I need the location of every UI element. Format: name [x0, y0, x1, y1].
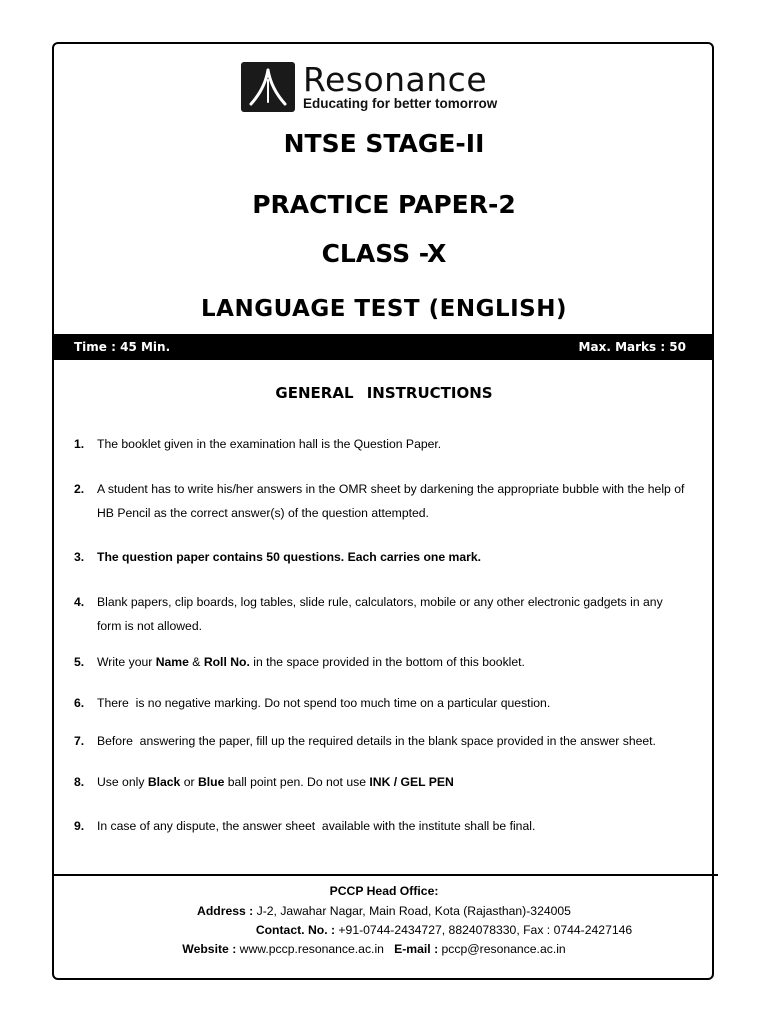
resonance-logo — [241, 60, 497, 114]
exam-title: NTSE STAGE-II — [283, 129, 485, 158]
test-title: LANGUAGE TEST (ENGLISH) — [200, 296, 567, 322]
max-marks-label: Max. Marks : 50 — [578, 340, 686, 354]
class-title: CLASS -X — [321, 239, 447, 268]
website-link[interactable]: www.pccp.resonance.ac.in — [236, 942, 384, 956]
address-line: Address : J-2, Jawahar Nagar, Main Road, Kota (Rajasthan)-324005 — [197, 904, 571, 918]
footer-divider — [54, 874, 718, 876]
email-link[interactable]: pccp@resonance.ac.in — [438, 942, 566, 956]
instructions-heading: GENERAL INSTRUCTIONS — [275, 384, 493, 402]
office-heading: PCCP Head Office: — [329, 884, 439, 898]
time-marks-bar — [54, 334, 714, 360]
resonance-logo-icon — [241, 62, 295, 112]
time-label: Time : 45 Min. — [74, 340, 171, 354]
logo-tagline: Educating for better tomorrow — [303, 96, 498, 112]
contact-line: Contact. No. : +91-0744-2434727, 8824078330, Fax : 0744-2427146 — [255, 923, 633, 937]
logo-brand: Resonance — [303, 60, 488, 100]
paper-title: PRACTICE PAPER-2 — [252, 190, 516, 219]
website-email-line: Website : www.pccp.resonance.ac.in E-mail : pccp@resonance.ac.in — [182, 942, 566, 956]
